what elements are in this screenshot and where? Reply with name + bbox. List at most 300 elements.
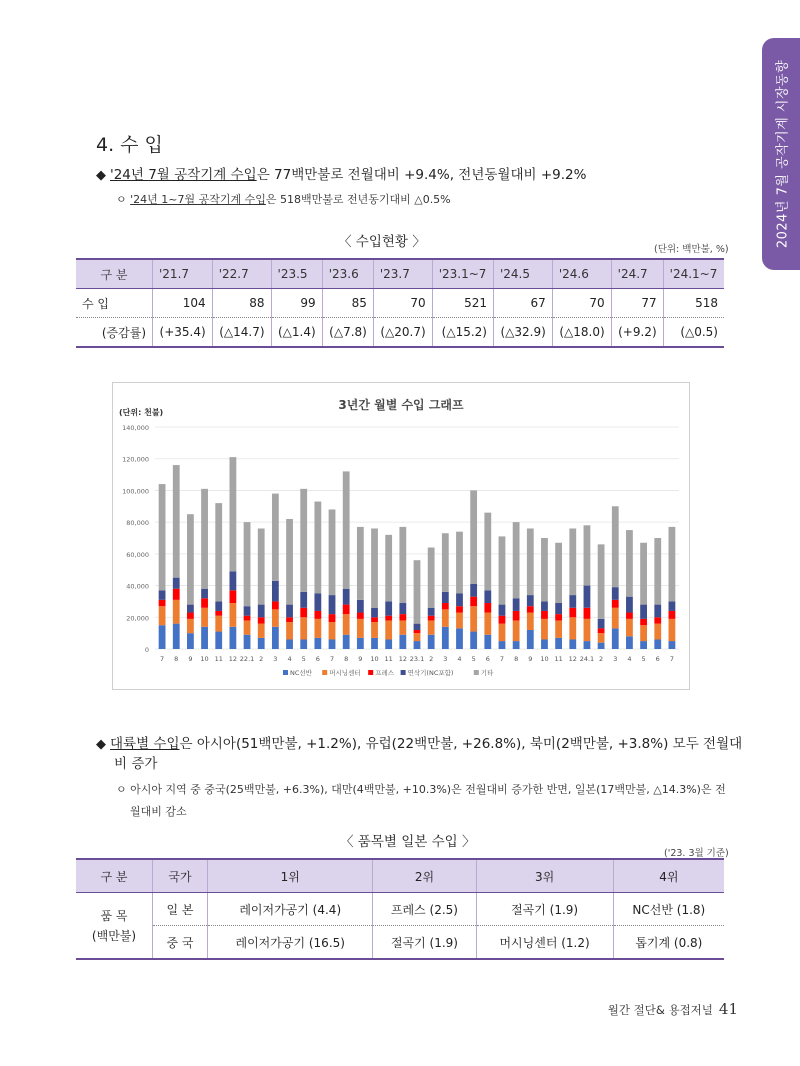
table-cell: 일 본 xyxy=(153,893,208,926)
x-tick-label: 3 xyxy=(443,655,448,663)
bar-segment xyxy=(669,611,676,619)
x-tick-label: 10 xyxy=(200,655,209,663)
bar-segment xyxy=(286,605,293,618)
x-tick-label: 5 xyxy=(641,655,646,663)
bar-segment xyxy=(569,639,576,649)
bar-segment xyxy=(428,608,435,616)
bar-segment xyxy=(229,457,236,571)
x-tick-label: 10 xyxy=(370,655,379,663)
x-tick-label: 12 xyxy=(398,655,407,663)
bar-segment xyxy=(442,533,449,592)
y-tick-label: 100,000 xyxy=(122,487,149,496)
bar-segment xyxy=(541,639,548,649)
bar-segment xyxy=(654,605,661,618)
x-tick-label: 7 xyxy=(160,655,165,663)
y-tick-label: 120,000 xyxy=(122,455,149,464)
bar-segment xyxy=(187,619,194,633)
bar-segment xyxy=(598,628,605,633)
table-cell: 521 xyxy=(432,289,493,318)
bar-segment xyxy=(527,606,534,612)
x-tick-label: 4 xyxy=(287,655,292,663)
bar-segment xyxy=(612,587,619,600)
bar-segment xyxy=(555,614,562,620)
bar-segment xyxy=(272,609,279,626)
bar-segment xyxy=(385,616,392,621)
x-tick-label: 23.1 xyxy=(409,655,425,663)
bar-segment xyxy=(272,627,279,649)
bar-segment xyxy=(159,606,166,625)
bar-segment xyxy=(215,601,222,611)
table-row xyxy=(76,289,724,318)
header-cell: '22.7 xyxy=(212,259,271,289)
table-header-row xyxy=(76,859,724,893)
bar-segment xyxy=(215,616,222,632)
x-tick-label: 8 xyxy=(344,655,349,663)
legend-swatch xyxy=(368,670,373,675)
x-tick-label: 3 xyxy=(273,655,278,663)
bar-segment xyxy=(286,639,293,649)
bar-segment xyxy=(244,606,251,616)
table-cell: 머시닝센터 (1.2) xyxy=(476,926,613,960)
chart-title: 3년간 월별 수입 그래프 xyxy=(338,398,464,412)
legend-swatch xyxy=(283,670,288,675)
table-cell: 70 xyxy=(552,289,611,318)
bar-segment xyxy=(300,592,307,608)
bar-segment xyxy=(555,543,562,603)
bar-segment xyxy=(541,619,548,640)
bar-segment xyxy=(229,571,236,590)
y-tick-label: 20,000 xyxy=(126,614,149,623)
bar-segment xyxy=(555,620,562,637)
bar-segment xyxy=(626,619,633,636)
bullet-underlined: 대륙별 수입 xyxy=(110,736,180,752)
header-cell: '23.7 xyxy=(373,259,432,289)
bar-segment xyxy=(612,608,619,629)
table-cell: 85 xyxy=(322,289,373,318)
table-cell: (+9.2) xyxy=(611,318,663,348)
bar-segment xyxy=(640,625,647,641)
bar-segment xyxy=(201,598,208,608)
bar-segment xyxy=(669,619,676,641)
bar-segment xyxy=(569,528,576,595)
bar-segment xyxy=(470,597,477,607)
bar-segment xyxy=(484,635,491,649)
bar-segment xyxy=(513,641,520,649)
circle-bullet-icon: ㅇ xyxy=(116,193,131,206)
bar-segment xyxy=(584,641,591,649)
bullet-continent-import xyxy=(96,732,742,752)
legend-label: 기타 xyxy=(480,669,494,677)
bar-segment xyxy=(414,560,421,623)
chart-unit-label: (단위: 천불) xyxy=(119,408,164,417)
bar-segment xyxy=(527,528,534,595)
bar-segment xyxy=(414,641,421,649)
x-tick-label: 11 xyxy=(214,655,223,663)
x-tick-label: 8 xyxy=(514,655,519,663)
table-row xyxy=(76,926,724,960)
bullet-import-summary xyxy=(96,163,586,183)
bar-segment xyxy=(329,614,336,622)
x-tick-label: 4 xyxy=(627,655,632,663)
x-tick-label: 6 xyxy=(655,655,660,663)
bar-segment xyxy=(598,544,605,619)
bullet-text: 은 아시아(51백만불, +1.2%), 유럽(22백만불, +26.8%), 북미(2백만불, +3.8%) 모두 전월대 xyxy=(179,736,743,752)
table-cell: 104 xyxy=(153,289,213,318)
table-row xyxy=(76,318,724,348)
bar-segment xyxy=(187,514,194,604)
bar-segment xyxy=(584,525,591,585)
monthly-import-chart xyxy=(112,382,690,690)
bar-segment xyxy=(640,543,647,605)
bar-segment xyxy=(612,506,619,587)
bar-segment xyxy=(513,522,520,598)
bar-segment xyxy=(428,616,435,621)
bar-segment xyxy=(499,641,506,649)
bar-segment xyxy=(654,639,661,649)
bar-segment xyxy=(399,635,406,649)
x-tick-label: 2 xyxy=(259,655,264,663)
bar-segment xyxy=(428,620,435,634)
header-cell: '23.5 xyxy=(271,259,322,289)
x-tick-label: 7 xyxy=(669,655,674,663)
bar-segment xyxy=(442,627,449,649)
table-cell: 절곡기 (1.9) xyxy=(373,926,476,960)
bar-segment xyxy=(385,601,392,615)
bar-segment xyxy=(286,622,293,639)
table-cell: 중 국 xyxy=(153,926,208,960)
bar-segment xyxy=(314,611,321,619)
bar-segment xyxy=(385,639,392,649)
section-title: 4. 수 입 xyxy=(96,134,163,156)
bar-segment xyxy=(499,616,506,624)
bar-segment xyxy=(343,635,350,649)
bar-segment xyxy=(215,503,222,601)
bar-segment xyxy=(414,630,421,633)
bar-segment xyxy=(173,578,180,589)
header-cell: '24.1~7 xyxy=(663,259,724,289)
y-tick-label: 40,000 xyxy=(126,582,149,591)
legend-label: 연삭기(NC포함) xyxy=(407,669,454,677)
x-tick-label: 22.1 xyxy=(239,655,255,663)
row-label: (증감률) xyxy=(76,318,153,348)
bar-segment xyxy=(555,638,562,649)
bar-segment xyxy=(314,594,321,611)
bar-segment xyxy=(300,608,307,618)
bar-segment xyxy=(187,605,194,613)
bar-segment xyxy=(201,489,208,589)
page-footer xyxy=(608,1000,738,1018)
table-cell: (△0.5) xyxy=(663,318,724,348)
legend-swatch xyxy=(401,670,406,675)
legend-label: 프레스 xyxy=(375,669,395,677)
header-cell: 국가 xyxy=(153,859,208,893)
bar-segment xyxy=(527,630,534,649)
bar-segment xyxy=(470,632,477,649)
bar-segment xyxy=(414,633,421,641)
x-tick-label: 10 xyxy=(540,655,549,663)
bar-segment xyxy=(470,584,477,597)
table-cell: 70 xyxy=(373,289,432,318)
bar-segment xyxy=(314,638,321,649)
page-number: 41 xyxy=(718,1000,738,1018)
bullet-underlined: '24년 7월 공작기계 수입 xyxy=(110,167,257,183)
bar-segment xyxy=(569,608,576,618)
bar-segment xyxy=(201,608,208,627)
bar-segment xyxy=(258,605,265,618)
header-cell: '23.6 xyxy=(322,259,373,289)
bar-segment xyxy=(173,624,180,649)
japan-item-import-table xyxy=(76,858,724,960)
bar-segment xyxy=(428,548,435,608)
circle-bullet-icon: ㅇ xyxy=(116,783,131,796)
bar-segment xyxy=(371,608,378,618)
bar-segment xyxy=(484,590,491,603)
bar-segment xyxy=(385,535,392,602)
header-cell: '23.1~7 xyxy=(432,259,493,289)
table-cell: (+35.4) xyxy=(153,318,213,348)
x-tick-label: 3 xyxy=(613,655,618,663)
sub-bullet-continuation: 월대비 감소 xyxy=(130,805,187,818)
bar-segment xyxy=(541,611,548,619)
bar-segment xyxy=(527,595,534,606)
group-label-line1: 품 목 xyxy=(100,908,128,923)
bar-segment xyxy=(456,594,463,607)
sub-text: 아시아 지역 중 중국(25백만불, +6.3%), 대만(4백만불, +10.3%)은 전월대비 증가한 반면, 일본(17백만불, △14.3%)은 전 xyxy=(130,783,726,796)
bar-segment xyxy=(201,627,208,649)
table1-caption: 〈 수입현황 〉 xyxy=(338,234,426,250)
bar-segment xyxy=(598,633,605,643)
table-cell: (△14.7) xyxy=(212,318,271,348)
x-tick-label: 2 xyxy=(599,655,604,663)
bar-segment xyxy=(513,611,520,621)
bar-segment xyxy=(357,613,364,619)
bar-segment xyxy=(456,628,463,649)
x-tick-label: 24.1 xyxy=(579,655,595,663)
bar-segment xyxy=(258,638,265,649)
bar-segment xyxy=(159,600,166,606)
journal-name: 월간 절단& 용접저널 xyxy=(607,1003,713,1017)
table-cell: 톱기계 (0.8) xyxy=(613,926,724,960)
table2-unit: ('23. 3월 기준) xyxy=(664,848,729,859)
bar-segment xyxy=(669,527,676,602)
bar-segment xyxy=(371,617,378,622)
bar-segment xyxy=(626,530,633,597)
x-tick-label: 11 xyxy=(384,655,393,663)
x-tick-label: 12 xyxy=(568,655,577,663)
header-cell: 1위 xyxy=(208,859,373,893)
bar-segment xyxy=(159,590,166,600)
bar-segment xyxy=(385,620,392,639)
bar-segment xyxy=(640,641,647,649)
bar-segment xyxy=(584,586,591,608)
bar-segment xyxy=(640,619,647,625)
bar-segment xyxy=(442,603,449,609)
bar-segment xyxy=(300,639,307,649)
diamond-bullet-icon: ◆ xyxy=(96,737,106,752)
bar-segment xyxy=(456,532,463,594)
bar-segment xyxy=(654,538,661,605)
bar-segment xyxy=(244,616,251,621)
x-tick-label: 9 xyxy=(188,655,193,663)
table2-caption: 〈 품목별 일본 수입 〉 xyxy=(340,834,476,850)
bar-segment xyxy=(371,638,378,649)
bar-segment xyxy=(201,589,208,599)
table-cell: 88 xyxy=(212,289,271,318)
bar-segment xyxy=(229,590,236,603)
bar-segment xyxy=(314,619,321,638)
y-tick-label: 80,000 xyxy=(126,519,149,528)
bar-segment xyxy=(584,608,591,619)
bar-segment xyxy=(541,601,548,611)
bar-segment xyxy=(442,592,449,603)
chart-svg xyxy=(113,383,689,689)
table-cell: 레이저가공기 (16.5) xyxy=(208,926,373,960)
table-cell: 프레스 (2.5) xyxy=(373,893,476,926)
bar-segment xyxy=(343,605,350,615)
bar-segment xyxy=(314,502,321,594)
table-cell: NC선반 (1.8) xyxy=(613,893,724,926)
import-status-table xyxy=(76,258,724,348)
header-cell: '24.5 xyxy=(493,259,552,289)
bar-segment xyxy=(258,528,265,604)
bar-segment xyxy=(244,635,251,649)
bar-segment xyxy=(272,601,279,609)
header-cell: 3위 xyxy=(476,859,613,893)
bar-segment xyxy=(399,620,406,634)
bar-segment xyxy=(626,597,633,613)
group-label-line2: (백만불) xyxy=(91,928,137,943)
bar-segment xyxy=(612,628,619,649)
bar-segment xyxy=(470,606,477,631)
header-cell: 2위 xyxy=(373,859,476,893)
bar-segment xyxy=(470,490,477,584)
legend-swatch xyxy=(322,670,327,675)
bar-segment xyxy=(626,613,633,619)
bar-segment xyxy=(329,639,336,649)
bar-segment xyxy=(229,627,236,649)
table-cell: (△18.0) xyxy=(552,318,611,348)
bar-segment xyxy=(300,617,307,639)
table-cell: 67 xyxy=(493,289,552,318)
bar-segment xyxy=(612,600,619,608)
table-cell: (△7.8) xyxy=(322,318,373,348)
table-cell: 절곡기 (1.9) xyxy=(476,893,613,926)
bar-segment xyxy=(428,635,435,649)
table-cell: (△20.7) xyxy=(373,318,432,348)
bar-segment xyxy=(371,622,378,638)
bar-segment xyxy=(244,620,251,634)
bar-segment xyxy=(527,613,534,630)
bar-segment xyxy=(456,606,463,612)
x-tick-label: 12 xyxy=(228,655,238,663)
bar-segment xyxy=(244,522,251,606)
bar-segment xyxy=(499,536,506,604)
bar-segment xyxy=(484,513,491,591)
header-cell: 구 분 xyxy=(76,259,153,289)
bar-segment xyxy=(371,528,378,607)
bar-segment xyxy=(484,613,491,635)
bar-segment xyxy=(187,633,194,649)
bar-segment xyxy=(329,595,336,614)
header-cell: '24.6 xyxy=(552,259,611,289)
bullet-text: 은 77백만불로 전월대비 +9.4%, 전년동월대비 +9.2% xyxy=(256,167,587,183)
bar-segment xyxy=(598,619,605,629)
bar-segment xyxy=(343,589,350,605)
x-tick-label: 11 xyxy=(554,655,563,663)
table-cell: 518 xyxy=(663,289,724,318)
bar-segment xyxy=(598,643,605,649)
bar-segment xyxy=(300,489,307,592)
header-cell: 4위 xyxy=(613,859,724,893)
bar-segment xyxy=(513,598,520,611)
sub-bullet-cumulative xyxy=(116,191,451,207)
sub-underlined: '24년 1~7월 공작기계 수입 xyxy=(130,193,266,206)
bar-segment xyxy=(357,600,364,613)
bar-segment xyxy=(329,622,336,639)
bar-segment xyxy=(173,600,180,624)
table-row xyxy=(76,893,724,926)
bar-segment xyxy=(357,619,364,638)
x-tick-label: 7 xyxy=(329,655,335,663)
diamond-bullet-icon: ◆ xyxy=(96,168,106,183)
bar-segment xyxy=(258,617,265,623)
table-cell: 77 xyxy=(611,289,663,318)
sub-text: 은 518백만불로 전년동기대비 △0.5% xyxy=(265,193,451,206)
bar-segment xyxy=(187,613,194,619)
bar-segment xyxy=(215,632,222,649)
legend-label: 머시닝센터 xyxy=(329,669,361,677)
header-cell: '21.7 xyxy=(153,259,213,289)
side-tab-label: 2024년 7월 공작기계 시장동향 xyxy=(775,59,791,249)
bar-segment xyxy=(215,611,222,616)
bar-segment xyxy=(173,589,180,600)
bar-segment xyxy=(159,484,166,590)
bar-segment xyxy=(357,638,364,649)
bar-segment xyxy=(569,595,576,608)
bar-segment xyxy=(669,601,676,611)
table-cell: (△15.2) xyxy=(432,318,493,348)
bar-segment xyxy=(499,605,506,616)
bar-segment xyxy=(442,609,449,626)
bullet-continuation: 비 증가 xyxy=(114,756,158,772)
bar-segment xyxy=(286,617,293,622)
y-tick-label: 0 xyxy=(144,646,149,654)
bar-segment xyxy=(286,519,293,605)
group-label xyxy=(76,893,153,960)
x-tick-label: 6 xyxy=(485,655,490,663)
table-header-row xyxy=(76,259,724,289)
x-tick-label: 4 xyxy=(457,655,462,663)
x-tick-label: 6 xyxy=(315,655,320,663)
bar-segment xyxy=(584,619,591,641)
x-tick-label: 7 xyxy=(499,655,505,663)
x-tick-label: 2 xyxy=(429,655,434,663)
legend-swatch xyxy=(474,670,479,675)
x-tick-label: 9 xyxy=(358,655,363,663)
bar-segment xyxy=(484,603,491,613)
header-cell: 구 분 xyxy=(76,859,153,893)
x-tick-label: 5 xyxy=(471,655,476,663)
sub-bullet-asia xyxy=(116,781,726,797)
y-tick-label: 140,000 xyxy=(122,424,149,432)
bar-segment xyxy=(456,613,463,629)
bar-segment xyxy=(399,527,406,603)
bar-segment xyxy=(513,620,520,641)
table-cell: 99 xyxy=(271,289,322,318)
bar-segment xyxy=(626,636,633,649)
table-cell: 레이저가공기 (4.4) xyxy=(208,893,373,926)
bar-segment xyxy=(399,614,406,620)
